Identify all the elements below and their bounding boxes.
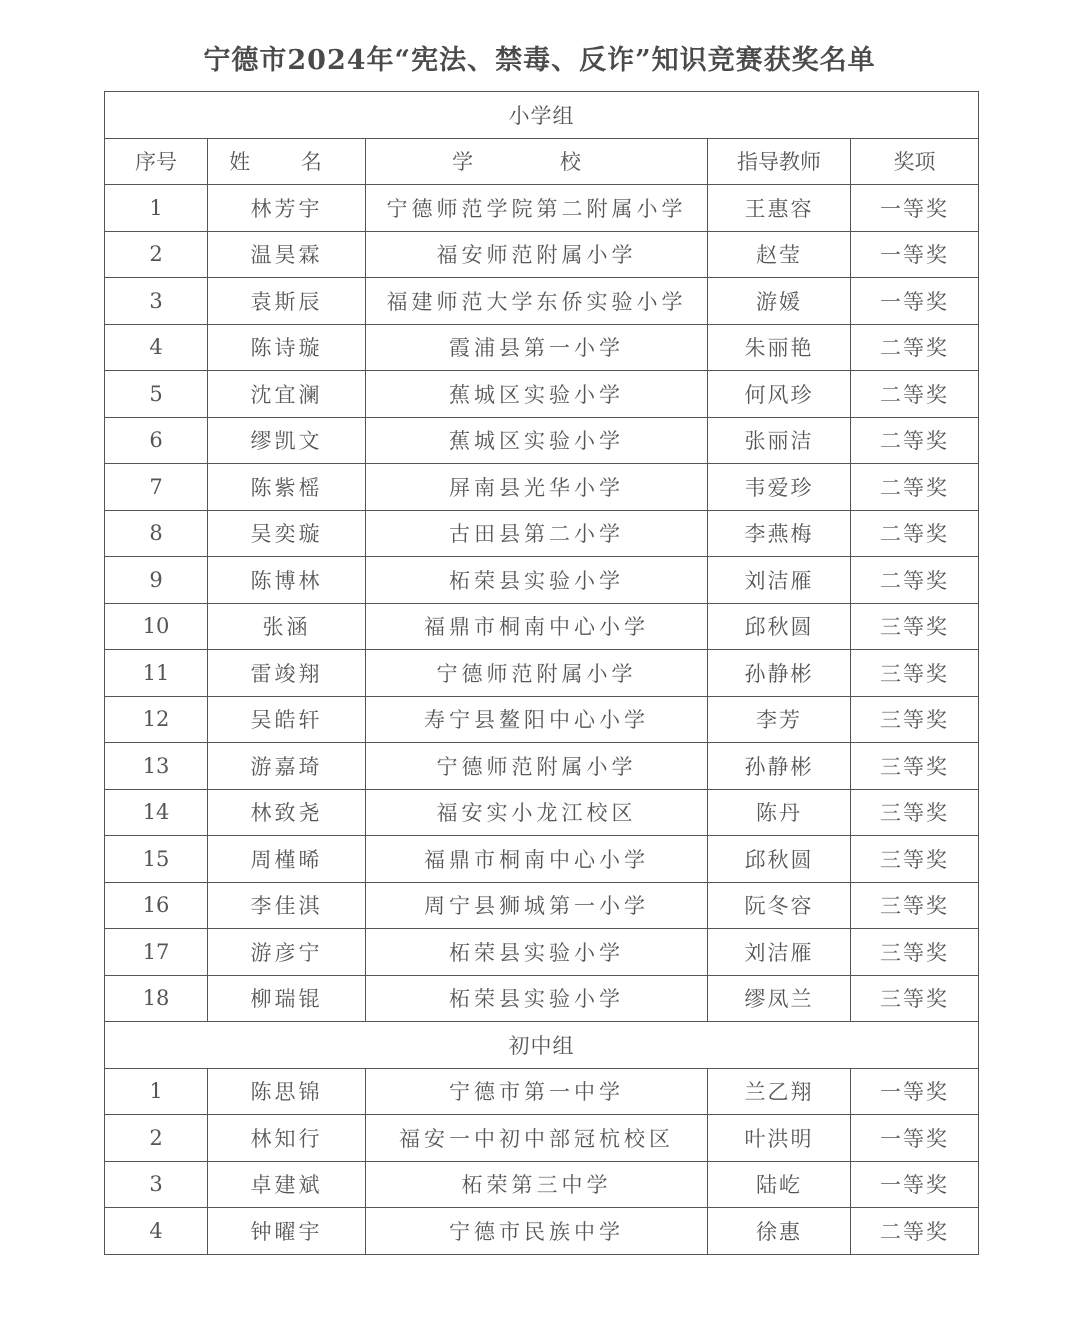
cell-name: 雷竣翔	[208, 650, 366, 697]
cell-name: 吴皓轩	[208, 696, 366, 743]
cell-school: 福鼎市桐南中心小学	[366, 836, 708, 883]
cell-name: 陈紫榣	[208, 464, 366, 511]
cell-name: 林致尧	[208, 789, 366, 836]
cell-school: 福安一中初中部冠杭校区	[366, 1115, 708, 1162]
cell-name: 游嘉琦	[208, 743, 366, 790]
cell-teacher: 刘洁雁	[708, 929, 851, 976]
cell-school: 柘荣县实验小学	[366, 929, 708, 976]
table-row	[105, 557, 979, 604]
group-label: 小学组	[105, 92, 979, 139]
column-header-row	[105, 138, 979, 185]
cell-name: 林知行	[208, 1115, 366, 1162]
cell-name: 钟曜宇	[208, 1208, 366, 1255]
cell-teacher: 阮冬容	[708, 882, 851, 929]
cell-school: 福建师范大学东侨实验小学	[366, 278, 708, 325]
cell-no: 8	[105, 510, 208, 557]
cell-teacher: 赵莹	[708, 231, 851, 278]
cell-no: 4	[105, 324, 208, 371]
cell-name: 陈思锦	[208, 1068, 366, 1115]
cell-teacher: 张丽洁	[708, 417, 851, 464]
cell-name: 林芳宇	[208, 185, 366, 232]
cell-name: 陈博林	[208, 557, 366, 604]
cell-name: 游彦宁	[208, 929, 366, 976]
cell-award: 二等奖	[851, 464, 979, 511]
cell-teacher: 叶洪明	[708, 1115, 851, 1162]
cell-school: 宁德师范附属小学	[366, 743, 708, 790]
cell-teacher: 何风珍	[708, 371, 851, 418]
cell-no: 7	[105, 464, 208, 511]
cell-no: 1	[105, 1068, 208, 1115]
cell-award: 一等奖	[851, 1068, 979, 1115]
cell-school: 宁德师范附属小学	[366, 650, 708, 697]
cell-teacher: 刘洁雁	[708, 557, 851, 604]
cell-school: 宁德师范学院第二附属小学	[366, 185, 708, 232]
awards-table-body	[105, 92, 979, 1255]
cell-award: 三等奖	[851, 836, 979, 883]
cell-school: 蕉城区实验小学	[366, 417, 708, 464]
cell-teacher: 邱秋圆	[708, 836, 851, 883]
table-row	[105, 510, 979, 557]
cell-school: 周宁县狮城第一小学	[366, 882, 708, 929]
cell-name: 陈诗璇	[208, 324, 366, 371]
cell-no: 16	[105, 882, 208, 929]
cell-teacher: 李燕梅	[708, 510, 851, 557]
cell-teacher: 游媛	[708, 278, 851, 325]
cell-no: 5	[105, 371, 208, 418]
column-header-name: 姓 名	[208, 138, 366, 185]
cell-award: 三等奖	[851, 975, 979, 1022]
column-header-no: 序号	[105, 138, 208, 185]
cell-award: 二等奖	[851, 324, 979, 371]
cell-no: 9	[105, 557, 208, 604]
cell-no: 17	[105, 929, 208, 976]
table-row	[105, 696, 979, 743]
cell-no: 12	[105, 696, 208, 743]
cell-award: 三等奖	[851, 603, 979, 650]
cell-school: 霞浦县第一小学	[366, 324, 708, 371]
cell-no: 18	[105, 975, 208, 1022]
cell-school: 柘荣县实验小学	[366, 975, 708, 1022]
cell-no: 13	[105, 743, 208, 790]
page-title: 宁德市2024年“宪法、禁毒、反诈”知识竞赛获奖名单	[203, 45, 876, 76]
cell-teacher: 邱秋圆	[708, 603, 851, 650]
table-row	[105, 1068, 979, 1115]
cell-school: 宁德市第一中学	[366, 1068, 708, 1115]
cell-no: 10	[105, 603, 208, 650]
table-row	[105, 1208, 979, 1255]
cell-school: 福安师范附属小学	[366, 231, 708, 278]
cell-award: 三等奖	[851, 929, 979, 976]
cell-teacher: 孙静彬	[708, 743, 851, 790]
cell-no: 4	[105, 1208, 208, 1255]
table-row	[105, 231, 979, 278]
cell-award: 二等奖	[851, 417, 979, 464]
cell-name: 温昊霖	[208, 231, 366, 278]
cell-no: 15	[105, 836, 208, 883]
cell-teacher: 王惠容	[708, 185, 851, 232]
column-header-award: 奖项	[851, 138, 979, 185]
cell-award: 二等奖	[851, 1208, 979, 1255]
cell-no: 3	[105, 278, 208, 325]
cell-no: 2	[105, 1115, 208, 1162]
cell-teacher: 陆屹	[708, 1161, 851, 1208]
column-header-teacher: 指导教师	[708, 138, 851, 185]
cell-award: 三等奖	[851, 696, 979, 743]
cell-school: 寿宁县鳌阳中心小学	[366, 696, 708, 743]
table-row	[105, 185, 979, 232]
table-row	[105, 882, 979, 929]
table-row	[105, 278, 979, 325]
cell-school: 柘荣第三中学	[366, 1161, 708, 1208]
table-row	[105, 603, 979, 650]
cell-no: 14	[105, 789, 208, 836]
cell-school: 蕉城区实验小学	[366, 371, 708, 418]
cell-award: 三等奖	[851, 743, 979, 790]
table-row	[105, 417, 979, 464]
cell-award: 二等奖	[851, 510, 979, 557]
table-row	[105, 324, 979, 371]
table-row	[105, 789, 979, 836]
group-header-row	[105, 1022, 979, 1069]
table-row	[105, 1161, 979, 1208]
cell-award: 二等奖	[851, 557, 979, 604]
cell-name: 吴奕璇	[208, 510, 366, 557]
cell-teacher: 朱丽艳	[708, 324, 851, 371]
cell-name: 沈宜澜	[208, 371, 366, 418]
group-label: 初中组	[105, 1022, 979, 1069]
cell-award: 一等奖	[851, 231, 979, 278]
cell-name: 李佳淇	[208, 882, 366, 929]
cell-teacher: 孙静彬	[708, 650, 851, 697]
cell-teacher: 陈丹	[708, 789, 851, 836]
cell-teacher: 徐惠	[708, 1208, 851, 1255]
table-row	[105, 975, 979, 1022]
cell-name: 周槿晞	[208, 836, 366, 883]
cell-school: 宁德市民族中学	[366, 1208, 708, 1255]
cell-teacher: 兰乙翔	[708, 1068, 851, 1115]
cell-no: 11	[105, 650, 208, 697]
cell-award: 三等奖	[851, 882, 979, 929]
cell-award: 二等奖	[851, 371, 979, 418]
cell-teacher: 李芳	[708, 696, 851, 743]
cell-no: 3	[105, 1161, 208, 1208]
cell-no: 2	[105, 231, 208, 278]
awards-table	[104, 91, 979, 1255]
table-row	[105, 836, 979, 883]
cell-award: 三等奖	[851, 650, 979, 697]
table-row	[105, 1115, 979, 1162]
cell-name: 卓建斌	[208, 1161, 366, 1208]
cell-school: 福鼎市桐南中心小学	[366, 603, 708, 650]
table-row	[105, 929, 979, 976]
cell-name: 柳瑞锟	[208, 975, 366, 1022]
cell-no: 1	[105, 185, 208, 232]
table-row	[105, 650, 979, 697]
cell-school: 古田县第二小学	[366, 510, 708, 557]
cell-school: 屏南县光华小学	[366, 464, 708, 511]
cell-award: 一等奖	[851, 185, 979, 232]
cell-school: 柘荣县实验小学	[366, 557, 708, 604]
cell-award: 一等奖	[851, 278, 979, 325]
table-row	[105, 464, 979, 511]
cell-no: 6	[105, 417, 208, 464]
cell-award: 三等奖	[851, 789, 979, 836]
table-row	[105, 743, 979, 790]
cell-teacher: 缪凤兰	[708, 975, 851, 1022]
table-row	[105, 371, 979, 418]
group-header-row	[105, 92, 979, 139]
cell-teacher: 韦爱珍	[708, 464, 851, 511]
column-header-school: 学 校	[366, 138, 708, 185]
cell-school: 福安实小龙江校区	[366, 789, 708, 836]
cell-name: 张涵	[208, 603, 366, 650]
cell-name: 袁斯辰	[208, 278, 366, 325]
cell-award: 一等奖	[851, 1115, 979, 1162]
cell-name: 缪凯文	[208, 417, 366, 464]
cell-award: 一等奖	[851, 1161, 979, 1208]
